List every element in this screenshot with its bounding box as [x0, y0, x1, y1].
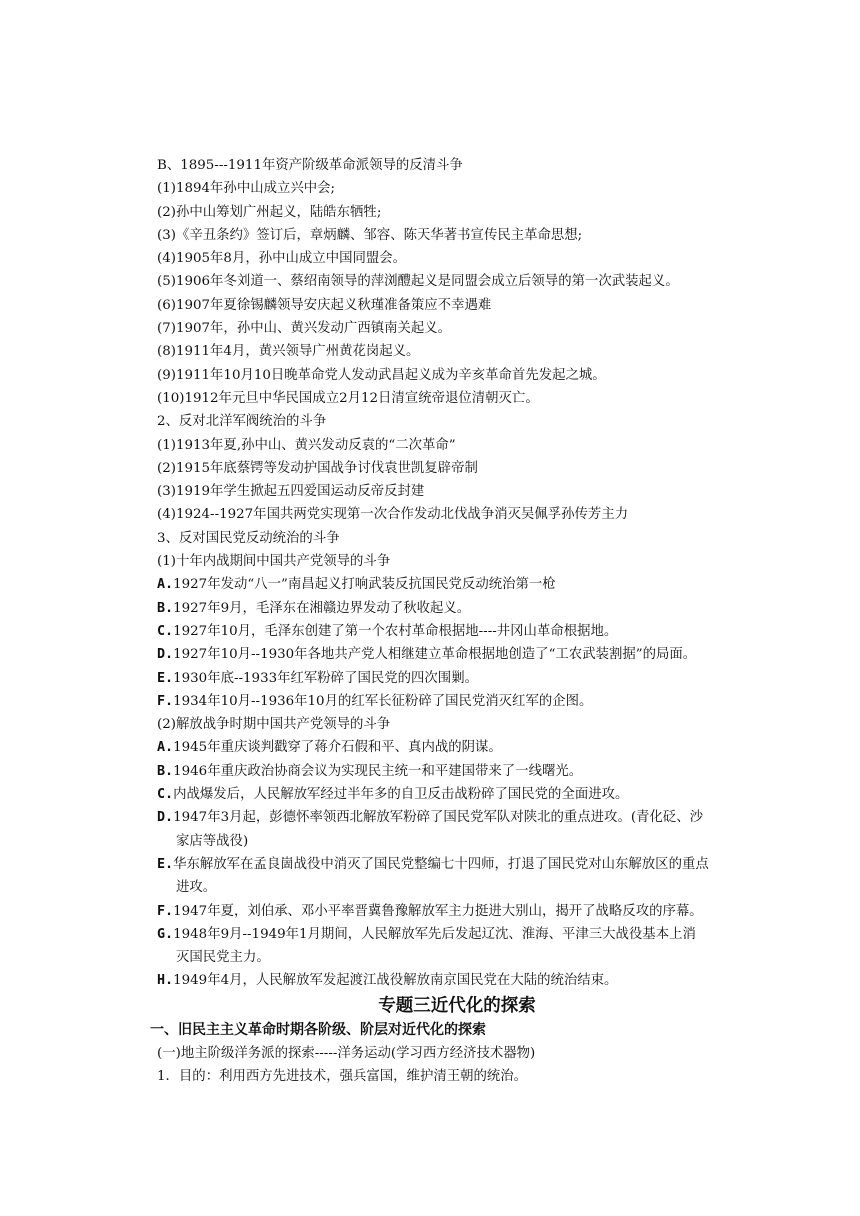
list-item: [157, 923, 797, 946]
list-item: [157, 853, 797, 876]
list-item: [157, 783, 797, 806]
list-item: [157, 760, 797, 783]
list-marker: B.: [157, 763, 174, 779]
text-line: (5)1906年冬刘道一、蔡绍南领导的萍浏醴起义是同盟会成立后领导的第一次武装起义。: [157, 274, 679, 290]
list-item: [157, 690, 797, 713]
list-marker: D.: [157, 810, 174, 826]
text-line: (2)孙中山筹划广州起义，陆皓东牺牲;: [157, 204, 382, 220]
topic-title: 专题三近代化的探索: [378, 995, 536, 1016]
list-item-text: 1947年夏，刘伯承、邓小平率晋冀鲁豫解放军主力挺进大别山，揭开了战略反攻的序幕。: [173, 903, 703, 919]
list-marker: D.: [157, 647, 174, 663]
section-heading-line: 3、反对国民党反动统治的斗争: [157, 530, 340, 546]
text-line: (1)1894年孙中山成立兴中会;: [157, 181, 336, 197]
list-item: [157, 573, 797, 596]
list-marker: A.: [157, 577, 174, 593]
text-line: (1)1913年夏,孙中山、黄兴发动反袁的“二次革命”: [157, 437, 456, 453]
text-line: (10)1912年元旦中华民国成立2月12日清宣统帝退位清朝灭亡。: [157, 390, 539, 406]
text-line: (4)1924--1927年国共两党实现第一次合作发动北伐战争消灭吴佩孚孙传芳主力: [157, 507, 629, 523]
list-item-continuation: 进攻。: [176, 880, 217, 896]
list-marker: C.: [157, 623, 174, 639]
text-line: B、1895---1911年资产阶级革命派领导的反清斗争: [157, 158, 463, 173]
list-marker: H.: [157, 973, 174, 989]
list-marker: F.: [157, 693, 174, 709]
list-item: [157, 667, 797, 690]
text-line: (4)1905年8月，孙中山成立中国同盟会。: [157, 251, 407, 267]
list-item: [157, 969, 797, 992]
text-line: (1)十年内战期间中国共产党领导的斗争: [157, 554, 391, 570]
list-marker: F.: [157, 903, 174, 919]
list-item-text: 1945年重庆谈判戳穿了蒋介石假和平、真内战的阴谋。: [173, 740, 502, 756]
list-item: [157, 620, 797, 643]
list-marker: G.: [157, 926, 174, 942]
list-item-text: 1934年10月--1936年10月的红军长征粉碎了国民党消灭红军的企图。: [173, 693, 593, 709]
text-line: (3)1919年学生掀起五四爱国运动反帝反封建: [157, 484, 425, 500]
list-marker: E.: [157, 856, 174, 872]
list-item-text: 1947年3月起，彭德怀率领西北解放军粉碎了国民党军队对陕北的重点进攻。(青化砭、沙: [173, 810, 704, 826]
section-title: 一、旧民主主义革命时期各阶级、阶层对近代化的探索: [150, 1021, 486, 1038]
list-item: [157, 806, 797, 829]
list-item: [157, 643, 797, 666]
text-line: (一)地主阶级洋务派的探索-----洋务运动(学习西方经济技术器物): [157, 1045, 536, 1061]
list-marker: B.: [157, 600, 174, 616]
text-line: (6)1907年夏徐锡麟领导安庆起义秋瑾准备策应不幸遇难: [157, 297, 492, 313]
list-item-continuation: 家店等战役): [176, 833, 249, 849]
list-marker: E.: [157, 670, 174, 686]
text-line: (9)1911年10月10日晚革命党人发动武昌起义成为辛亥革命首先发起之城。: [157, 367, 606, 383]
list-item-text: 内战爆发后，人民解放军经过半年多的自卫反击战粉碎了国民党的全面进攻。: [173, 787, 629, 803]
list-item-text: 华东解放军在孟良崮战役中消灭了国民党整编七十四师，打退了国民党对山东解放区的重点: [173, 856, 709, 872]
list-item-text: 1930年底--1933年红军粉碎了国民党的四次围剿。: [173, 670, 478, 686]
list-item-text: 1927年10月，毛泽东创建了第一个农村革命根据地----井冈山革命根据地。: [173, 623, 618, 639]
list-marker: A.: [157, 740, 174, 756]
text-line: (3)《辛丑条约》签订后，章炳麟、邹容、陈天华著书宣传民主革命思想;: [157, 227, 583, 243]
section-heading-line: 2、反对北洋军阀统治的斗争: [157, 414, 327, 430]
list-item-text: 1927年发动“八一”南昌起义打响武装反抗国民党反动统治第一枪: [173, 577, 556, 593]
document-body: [150, 154, 797, 1088]
list-item-text: 1948年9月--1949年1月期间，人民解放军先后发起辽沈、淮海、平津三大战役基本上消: [173, 926, 696, 942]
list-item: [157, 597, 797, 620]
text-line: (2)1915年底蔡锷等发动护国战争讨伐袁世凯复辟帝制: [157, 460, 478, 476]
list-item-text: 1927年9月，毛泽东在湘赣边界发动了秋收起义。: [173, 600, 471, 616]
text-line: 1．目的：利用西方先进技术，强兵富国，维护清王朝的统治。: [157, 1068, 528, 1084]
list-item-text: 1946年重庆政治协商会议为实现民主统一和平建国带来了一线曙光。: [173, 763, 583, 779]
list-item-text: 1927年10月--1930年各地共产党人相继建立革命根据地创造了“工农武装割据”的局面。: [173, 647, 697, 663]
list-item-continuation: 灭国民党主力。: [176, 950, 270, 966]
list-item: [157, 736, 797, 759]
text-line: (7)1907年，孙中山、黄兴发动广西镇南关起义。: [157, 321, 452, 337]
text-line: (2)解放战争时期中国共产党领导的斗争: [157, 717, 391, 733]
list-item: [157, 900, 797, 923]
list-marker: C.: [157, 787, 174, 803]
list-item-text: 1949年4月，人民解放军发起渡江战役解放南京国民党在大陆的统治结束。: [173, 973, 618, 989]
text-line: (8)1911年4月，黄兴领导广州黄花岗起义。: [157, 344, 420, 360]
